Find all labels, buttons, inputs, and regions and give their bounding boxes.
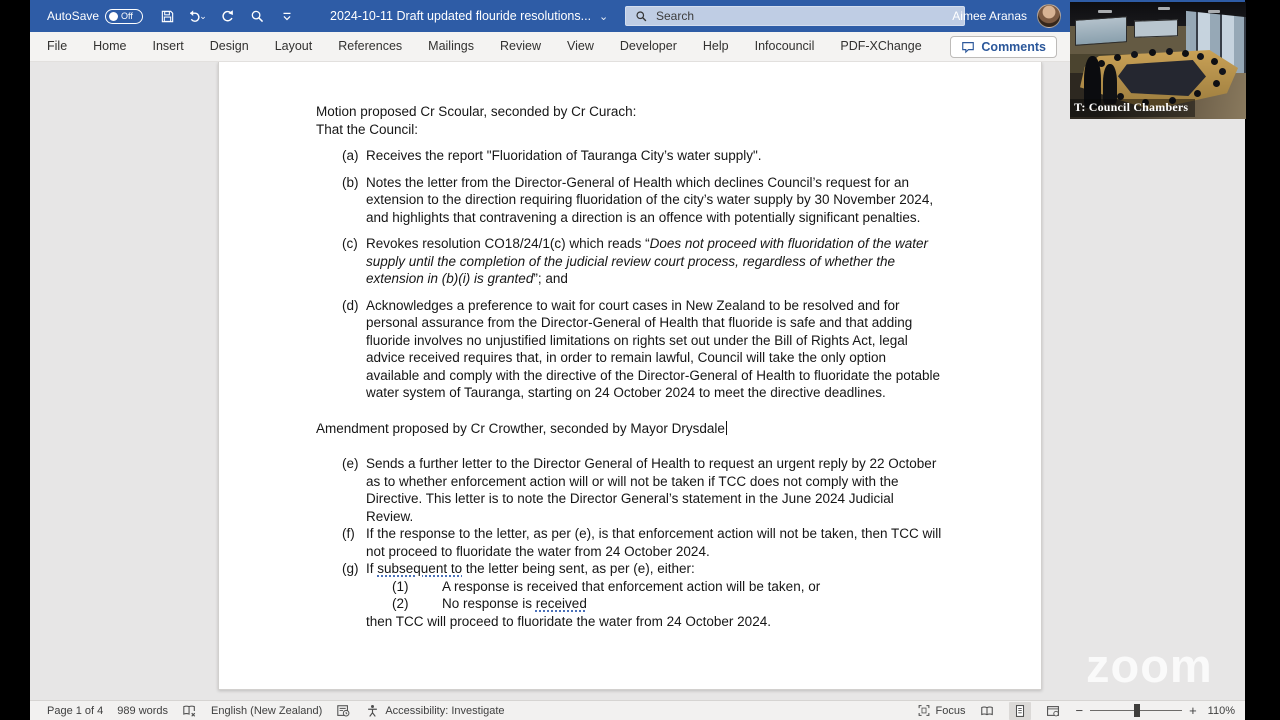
- zoom-in-button[interactable]: +: [1189, 703, 1197, 718]
- zoom-controls: [1075, 703, 1196, 718]
- tab-infocouncil[interactable]: Infocouncil: [754, 39, 815, 53]
- quick-access-toolbar: [155, 4, 299, 28]
- spellcheck-icon: [182, 704, 197, 718]
- list-label: (c): [342, 236, 358, 251]
- document-title-text: 2024-10-11 Draft updated flouride resolutions...: [330, 9, 592, 23]
- zoom-level[interactable]: 110%: [1207, 704, 1235, 717]
- zoom-out-button[interactable]: −: [1075, 703, 1084, 718]
- editor-icon: [336, 704, 351, 718]
- list-text: Acknowledges a preference to wait for court cases in New Zealand to be resolved and for personal assurance from the Director-General of Health that fluoride is safe and that adding fluoride involves no unjustified limitations on rights set out under the Bill of Rights Act, legal advice received requires that, in order to remain lawful, Council will take the only option available and comply with the directive of the Director-General of Health to fluoridate the potable water system of Tauranga, starting on 24 October 2024 to meet the directive deadlines.: [366, 297, 941, 400]
- text-cursor: [726, 421, 728, 435]
- list-text: A response is received that enforcement action will be taken, or: [442, 578, 821, 594]
- toggle-knob-icon: [109, 12, 118, 21]
- list-label: (a): [342, 148, 359, 163]
- list-label: (d): [342, 297, 359, 313]
- autosave-state: Off: [121, 10, 133, 21]
- list-label: (g): [342, 561, 359, 576]
- list-label: (b): [342, 174, 359, 190]
- ribbon-tabs: [34, 32, 935, 61]
- list-item-f: [316, 525, 943, 560]
- comment-icon: [961, 40, 975, 54]
- focus-icon: [917, 704, 931, 717]
- page-content: [219, 62, 1041, 630]
- intro-line: That the Council:: [316, 121, 419, 137]
- search-box[interactable]: [625, 6, 965, 26]
- page-indicator[interactable]: Page 1 of 4: [47, 704, 104, 717]
- grammar-underlined-text: received: [535, 596, 587, 611]
- language-indicator[interactable]: English (New Zealand): [211, 704, 323, 717]
- tab-layout[interactable]: Layout: [274, 39, 313, 53]
- list-item-a: [316, 147, 943, 165]
- tab-view[interactable]: View: [567, 39, 594, 53]
- webcam-tile[interactable]: [1070, 2, 1246, 119]
- intro-line: Motion proposed Cr Scoular, seconded by Cr Curach:: [316, 104, 637, 119]
- web-layout-button[interactable]: [1042, 702, 1064, 720]
- search-input[interactable]: [656, 9, 955, 23]
- read-mode-button[interactable]: [976, 702, 998, 720]
- web-layout-icon: [1045, 704, 1061, 718]
- italic-run: Does not proceed with fluoridation of the water supply until the completion of the judicial review court process, regardless of whether the extension in (b)(i) is granted: [366, 236, 929, 286]
- avatar[interactable]: [1037, 4, 1061, 28]
- list-text: If the response to the letter, as per (e), is that enforcement action will not be taken, then TCC will not proceed to fluoridate the water from 24 October 2024.: [366, 526, 942, 559]
- amendment-line: [316, 420, 943, 438]
- save-button[interactable]: [155, 4, 179, 28]
- accessibility-checker[interactable]: [365, 704, 504, 718]
- ceiling-light: [1158, 7, 1170, 10]
- sub-item-2: [316, 595, 943, 613]
- accessibility-icon: [365, 704, 380, 718]
- council-table-center: [1118, 60, 1206, 96]
- list-label: (2): [392, 596, 409, 611]
- customize-toolbar-button[interactable]: [275, 4, 299, 28]
- tab-review[interactable]: Review: [500, 39, 542, 53]
- list-label: (f): [342, 526, 355, 541]
- list-label: (e): [342, 456, 359, 471]
- user-name: Aimee Aranas: [952, 9, 1027, 23]
- undo-button[interactable]: [185, 4, 209, 28]
- list-item-b: [316, 174, 943, 227]
- closing-line: then TCC will proceed to fluoridate the water from 24 October 2024.: [366, 613, 771, 629]
- tab-mailings[interactable]: Mailings: [428, 39, 475, 53]
- tab-design[interactable]: Design: [209, 39, 249, 53]
- document-page[interactable]: [218, 62, 1042, 690]
- tab-pdf-xchange[interactable]: PDF-XChange: [840, 39, 922, 53]
- comments-label: Comments: [981, 40, 1046, 54]
- sub-item-1: [316, 578, 943, 596]
- tab-file[interactable]: File: [47, 39, 68, 53]
- amendment-text: Amendment proposed by Cr Crowther, seconded by Mayor Drysdale: [316, 420, 725, 436]
- find-button[interactable]: [245, 4, 269, 28]
- account-area[interactable]: [952, 0, 1061, 32]
- focus-button[interactable]: [917, 704, 966, 717]
- list-text: [442, 595, 943, 613]
- status-bar-right: [917, 702, 1235, 720]
- redo-button[interactable]: [215, 4, 239, 28]
- read-mode-icon: [979, 704, 995, 718]
- autosave-toggle[interactable]: [105, 9, 143, 24]
- accessibility-label: Accessibility: Investigate: [385, 704, 505, 717]
- list-text: Receives the report "Fluoridation of Tauranga City’s water supply".: [366, 148, 762, 163]
- webcam-caption: T: Council Chambers: [1070, 99, 1195, 117]
- text-run: No response is: [442, 596, 536, 611]
- list-text: [366, 560, 943, 578]
- projection-screen: [1134, 19, 1178, 38]
- autosave-label: AutoSave: [47, 9, 100, 23]
- save-icon: [160, 9, 175, 24]
- chevron-down-icon: ⌄: [599, 10, 609, 23]
- list-text: Notes the letter from the Director-General of Health which declines Council’s request for an extension to the direction requiring fluoridation of the city’s water supply by 30 November 2024, and highlights that contravening a direction is an offence with potentially significant penalties.: [366, 174, 934, 225]
- autosave-control: [47, 9, 143, 24]
- proofing-errors-button[interactable]: [182, 704, 197, 718]
- title-bar: [30, 0, 1245, 32]
- list-item-e: [316, 455, 943, 525]
- ribbon-tab-bar: [30, 32, 1245, 62]
- tab-help[interactable]: Help: [702, 39, 729, 53]
- ceiling-light: [1098, 10, 1112, 13]
- text-run: the letter being sent, as per (e), either:: [462, 561, 695, 576]
- print-layout-icon: [1013, 704, 1027, 718]
- comments-button[interactable]: [950, 36, 1057, 58]
- list-label: (1): [392, 578, 409, 594]
- focus-label: Focus: [935, 704, 966, 717]
- text-run: Revokes resolution CO18/24/1(c) which reads “: [366, 236, 650, 251]
- zoom-slider-handle[interactable]: [1134, 704, 1140, 717]
- text-run: If: [366, 561, 378, 576]
- zoom-slider[interactable]: [1090, 710, 1182, 711]
- tab-home[interactable]: Home: [93, 39, 127, 53]
- undo-dropdown-chevron[interactable]: ⌄: [199, 10, 207, 21]
- zoom-watermark: zoom: [1086, 639, 1213, 692]
- document-title[interactable]: [330, 0, 608, 32]
- list-item-g: [316, 560, 943, 578]
- tab-developer[interactable]: Developer: [619, 39, 677, 53]
- projection-screen: [1075, 16, 1127, 46]
- status-bar: [30, 700, 1245, 720]
- editor-button[interactable]: [336, 704, 351, 718]
- tab-references[interactable]: References: [338, 39, 403, 53]
- print-layout-button[interactable]: [1009, 702, 1031, 720]
- list-item-c: [316, 235, 943, 288]
- customize-toolbar-icon: [280, 9, 294, 23]
- list-text: Sends a further letter to the Director General of Health to request an urgent reply by 22 October as to whether enforcement action will or will not be taken if TCC does not comply with the Directive. This letter is to note the Director General’s statement in the June 2024 Judicial Review.: [366, 456, 937, 524]
- text-run: ”; and: [533, 271, 568, 286]
- search-icon: [250, 9, 265, 24]
- document-area: [30, 62, 1245, 700]
- tab-insert[interactable]: Insert: [152, 39, 184, 53]
- search-icon: [635, 10, 648, 23]
- grammar-underlined-text: subsequent to: [377, 561, 463, 576]
- list-text: [366, 235, 943, 288]
- word-count[interactable]: 989 words: [117, 704, 169, 717]
- status-bar-left: [47, 704, 505, 718]
- word-window: [30, 0, 1245, 720]
- seated-person: [1103, 64, 1117, 104]
- list-item-d: [316, 297, 943, 402]
- redo-icon: [219, 8, 235, 24]
